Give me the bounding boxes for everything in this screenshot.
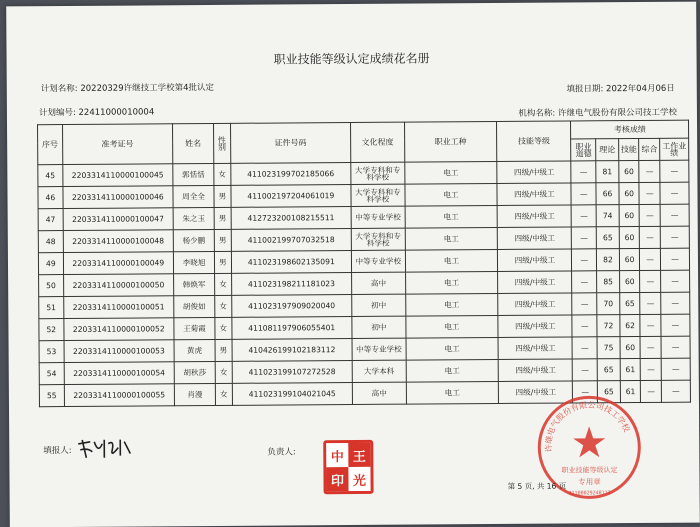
cell-exam-no: 2203314110000100050 xyxy=(63,274,173,297)
cell-education: 初中 xyxy=(352,294,406,316)
cell-seq: 50 xyxy=(39,275,64,297)
cell-skill: 60 xyxy=(620,336,641,358)
cell-name: 肖漫 xyxy=(174,383,215,405)
cell-overall: — xyxy=(640,226,661,248)
plan-name xyxy=(41,81,214,94)
page-indicator: 第 5 页, 共 16 页 xyxy=(507,481,567,491)
report-date-label: 填报日期: xyxy=(566,84,604,95)
header-job: 职业工种 xyxy=(404,121,497,162)
cell-gender: 男 xyxy=(215,339,232,361)
cell-level: 四级/中级工 xyxy=(498,315,572,338)
cell-exam-no: 2203314110000100045 xyxy=(63,164,173,187)
cell-level: 四级/中级工 xyxy=(498,227,572,250)
roster-sheet xyxy=(6,2,700,527)
cell-overall: — xyxy=(640,314,661,336)
cell-job: 电工 xyxy=(405,271,498,294)
cell-education: 中等专业学校 xyxy=(351,250,405,272)
cell-level: 四级/中级工 xyxy=(498,271,572,294)
cell-theory: 70 xyxy=(597,293,620,315)
cell-seq: 48 xyxy=(38,231,63,253)
cell-overall: — xyxy=(640,292,661,314)
org-name xyxy=(518,106,677,119)
header-work: 工作业绩 xyxy=(660,138,689,160)
cell-job: 电工 xyxy=(405,183,498,206)
header-education: 文化程度 xyxy=(351,122,405,162)
seal-code-text: 41100029248113 xyxy=(568,490,611,497)
cell-education: 大学本科 xyxy=(352,360,406,382)
cell-ethics: — xyxy=(572,249,597,271)
cell-id-no: 411023198602135091 xyxy=(231,251,352,274)
cell-ethics: — xyxy=(572,315,597,337)
cell-name: 韩焕军 xyxy=(173,273,214,295)
cell-ethics: — xyxy=(572,271,597,293)
cell-skill: 60 xyxy=(619,182,640,204)
cell-exam-no: 2203314110000100048 xyxy=(63,230,173,253)
seal-bottom-text: 专用章 xyxy=(578,477,601,487)
cell-theory: 65 xyxy=(597,359,620,381)
cell-skill: 60 xyxy=(619,160,640,182)
cell-job: 电工 xyxy=(405,205,498,228)
cell-gender: 男 xyxy=(214,185,231,207)
cell-overall: — xyxy=(640,336,661,358)
cell-ethics: — xyxy=(571,161,596,183)
cell-work: — xyxy=(660,226,689,248)
cell-id-no: 412723200108215511 xyxy=(231,207,352,230)
cell-overall: — xyxy=(640,248,661,270)
cell-seq: 46 xyxy=(38,187,63,209)
cell-gender: 女 xyxy=(215,317,232,339)
cell-theory: 74 xyxy=(596,205,619,227)
cell-education: 中等专业学校 xyxy=(351,206,405,228)
personal-square-seal xyxy=(323,440,373,494)
cell-exam-no: 2203314110000100055 xyxy=(64,384,174,407)
cell-work: — xyxy=(660,182,689,204)
report-date xyxy=(566,82,674,95)
cell-level: 四级/中级工 xyxy=(497,205,571,228)
cell-work: — xyxy=(660,204,689,226)
cell-education: 中等专业学校 xyxy=(352,338,406,360)
cell-theory: 72 xyxy=(597,315,620,337)
header-overall: 综合 xyxy=(639,138,660,160)
cell-education: 初中 xyxy=(352,316,406,338)
cell-theory: 85 xyxy=(597,271,620,293)
cell-work: — xyxy=(661,336,690,358)
cell-id-no: 411023199702185066 xyxy=(230,163,351,186)
cell-job: 电工 xyxy=(405,227,498,250)
cell-ethics: — xyxy=(573,359,598,381)
cell-id-no: 411023198211181023 xyxy=(231,273,352,296)
cell-name: 杨少鹏 xyxy=(173,229,214,251)
cell-theory: 75 xyxy=(597,337,620,359)
cell-name: 黄虎 xyxy=(174,339,215,361)
cell-skill: 60 xyxy=(619,248,640,270)
cell-theory: 65 xyxy=(598,381,621,403)
cell-skill: 62 xyxy=(620,314,641,336)
cell-name: 朱之玉 xyxy=(173,207,214,229)
cell-ethics: — xyxy=(573,381,598,403)
document-title: 职业技能等级认定成绩花名册 xyxy=(273,51,430,67)
header-skill: 技能 xyxy=(618,138,639,160)
cell-gender: 女 xyxy=(214,163,231,185)
score-roster-table xyxy=(37,120,691,408)
cell-gender: 女 xyxy=(215,295,232,317)
cell-name: 王菊霞 xyxy=(174,317,215,339)
header-exam-no: 准考证号 xyxy=(62,124,172,165)
plan-number xyxy=(39,105,154,118)
cell-theory: 81 xyxy=(596,161,619,183)
cell-seq: 55 xyxy=(39,385,64,407)
cell-level: 四级/中级工 xyxy=(497,161,571,184)
plan-number-value: 22411000010004 xyxy=(78,107,155,118)
header-seq: 序号 xyxy=(38,125,63,165)
cell-overall: — xyxy=(639,182,660,204)
seal-center-text: 职业技能等级认定 xyxy=(561,466,618,475)
org-name-value: 许继电气股份有限公司技工学校 xyxy=(557,107,677,119)
cell-overall: — xyxy=(640,270,661,292)
header-theory: 理论 xyxy=(596,139,619,161)
cell-work: — xyxy=(661,314,690,336)
cell-name: 李晓旭 xyxy=(173,251,214,273)
seal-ring-text: 许继电气股份有限公司技工学校 xyxy=(544,400,632,453)
cell-name: 郭恬恬 xyxy=(173,163,214,185)
plan-name-label: 计划名称: xyxy=(40,83,78,95)
cell-seq: 52 xyxy=(39,319,64,341)
plan-name-value: 20220329许继技工学校第4批认定 xyxy=(80,82,215,94)
seal-star-icon xyxy=(573,426,605,457)
cell-seq: 51 xyxy=(39,297,64,319)
cell-overall: — xyxy=(640,204,661,226)
cell-exam-no: 2203314110000100047 xyxy=(63,208,173,231)
cell-skill: 60 xyxy=(619,270,640,292)
plan-number-label: 计划编号: xyxy=(38,107,76,119)
cell-level: 四级/中级工 xyxy=(499,381,573,404)
cell-id-no: 411002199707032518 xyxy=(231,229,352,252)
cell-level: 四级/中级工 xyxy=(498,249,572,272)
cell-theory: 65 xyxy=(596,227,619,249)
cell-ethics: — xyxy=(572,293,597,315)
cell-exam-no: 2203314110000100046 xyxy=(63,186,173,209)
cell-seq: 47 xyxy=(38,209,63,231)
report-date-value: 2022年04月06日 xyxy=(605,83,675,95)
cell-id-no: 411023199104021045 xyxy=(232,383,353,406)
cell-education: 高中 xyxy=(352,272,406,294)
cell-overall: — xyxy=(641,380,662,402)
cell-skill: 61 xyxy=(620,358,641,380)
seal-char: 中 xyxy=(326,443,348,467)
cell-skill: 60 xyxy=(619,226,640,248)
cell-work: — xyxy=(661,358,690,380)
cell-gender: 女 xyxy=(215,361,232,383)
cell-seq: 53 xyxy=(39,341,64,363)
cell-education: 高中 xyxy=(352,382,406,404)
cell-exam-no: 2203314110000100054 xyxy=(64,362,174,385)
cell-id-no: 411081197906055401 xyxy=(231,317,352,340)
cell-job: 电工 xyxy=(406,359,499,382)
cell-job: 电工 xyxy=(404,161,497,184)
org-name-label: 机构名称: xyxy=(518,108,556,119)
cell-gender: 女 xyxy=(215,383,232,405)
cell-job: 电工 xyxy=(406,337,499,360)
cell-gender: 男 xyxy=(214,207,231,229)
header-gender: 性别 xyxy=(214,123,231,163)
cell-id-no: 411023199107272528 xyxy=(232,361,353,384)
cell-skill: 65 xyxy=(620,292,641,314)
cell-overall: — xyxy=(641,358,662,380)
seal-char: 印 xyxy=(326,467,348,491)
header-name: 姓名 xyxy=(172,123,213,163)
cell-exam-no: 2203314110000100049 xyxy=(63,252,173,275)
cell-id-no: 411023197909020040 xyxy=(231,295,352,318)
cell-level: 四级/中级工 xyxy=(498,337,572,360)
cell-gender: 女 xyxy=(215,273,232,295)
cell-theory: 66 xyxy=(596,183,619,205)
header-id-no: 证件号码 xyxy=(230,123,351,164)
cell-job: 电工 xyxy=(406,381,499,404)
cell-id-no: 410426199102183112 xyxy=(232,339,353,362)
cell-job: 电工 xyxy=(405,249,498,272)
cell-exam-no: 2203314110000100053 xyxy=(64,340,174,363)
header-level: 技能等级 xyxy=(497,121,571,162)
cell-gender: 男 xyxy=(215,251,232,273)
cell-ethics: — xyxy=(571,183,596,205)
cell-ethics: — xyxy=(572,337,597,359)
cell-seq: 45 xyxy=(38,165,63,187)
cell-exam-no: 2203314110000100052 xyxy=(64,318,174,341)
cell-education: 大学专科和专科学校 xyxy=(351,184,405,206)
cell-id-no: 411002197204061019 xyxy=(231,185,352,208)
header-scores: 考核成绩 xyxy=(571,120,689,139)
seal-char: 王 xyxy=(348,443,370,467)
cell-level: 四级/中级工 xyxy=(498,359,572,382)
cell-work: — xyxy=(661,292,690,314)
cell-level: 四级/中级工 xyxy=(497,183,571,206)
cell-work: — xyxy=(660,160,689,182)
cell-education: 大学专科和专科学校 xyxy=(351,162,405,184)
cell-ethics: — xyxy=(572,227,597,249)
cell-overall: — xyxy=(639,160,660,182)
cell-name: 胡秋莎 xyxy=(174,361,215,383)
cell-skill: 60 xyxy=(619,204,640,226)
cell-seq: 54 xyxy=(39,363,64,385)
header-ethics: 职业道德 xyxy=(571,139,596,161)
cell-name: 周全全 xyxy=(173,185,214,207)
cell-theory: 82 xyxy=(597,249,620,271)
cell-work: — xyxy=(661,380,690,402)
cell-seq: 49 xyxy=(38,253,63,275)
cell-gender: 男 xyxy=(214,229,231,251)
cell-education: 大学专科和专科学校 xyxy=(351,228,405,250)
cell-job: 电工 xyxy=(405,293,498,316)
cell-work: — xyxy=(660,248,689,270)
cell-ethics: — xyxy=(572,205,597,227)
handwritten-signature xyxy=(74,436,134,462)
cell-work: — xyxy=(661,270,690,292)
cell-exam-no: 2203314110000100051 xyxy=(63,296,173,319)
seal-char: 光 xyxy=(348,467,370,491)
cell-name: 胡俊如 xyxy=(174,295,215,317)
cell-level: 四级/中级工 xyxy=(498,293,572,316)
filler-label: 填报人: xyxy=(43,445,72,457)
cell-skill: 61 xyxy=(620,380,641,402)
leader-label: 负责人: xyxy=(267,447,296,458)
cell-job: 电工 xyxy=(405,315,498,338)
